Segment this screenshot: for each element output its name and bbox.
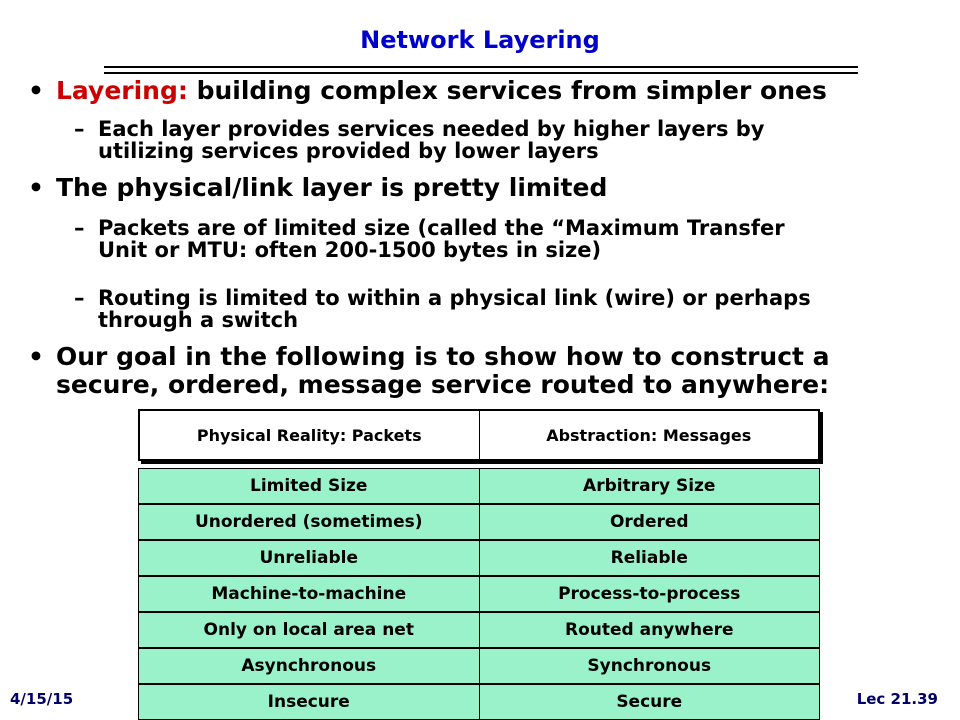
table-row xyxy=(139,683,819,719)
footer-lecture-number: Lec 21.39 xyxy=(856,690,938,708)
sub-bullet-line: Packets are of limited size (called the “Maximum Transfer xyxy=(98,216,785,240)
bullet-dot: • xyxy=(28,342,44,371)
bullet-dot: • xyxy=(28,173,44,202)
bullet-highlight: Layering: xyxy=(56,76,188,105)
cell-physical: Asynchronous xyxy=(241,656,377,676)
header-abstraction: Abstraction: Messages xyxy=(479,411,819,459)
bullet-dot: • xyxy=(28,76,44,105)
sub-dash: – xyxy=(74,286,85,310)
comparison-table xyxy=(138,409,820,720)
bullet-text xyxy=(56,77,827,105)
title-rule-top xyxy=(104,66,858,68)
cell-abstraction: Secure xyxy=(479,685,820,719)
cell-abstraction: Routed anywhere xyxy=(479,613,820,647)
bullet-text: The physical/link layer is pretty limited xyxy=(56,173,608,202)
table-body xyxy=(138,468,820,720)
footer-date: 4/15/15 xyxy=(10,690,74,708)
cell-abstraction: Ordered xyxy=(479,505,820,539)
bullet-line: Our goal in the following is to show how to construct a xyxy=(56,342,830,371)
cell-physical: Limited Size xyxy=(250,476,368,496)
sub-bullet-line: Each layer provides services needed by higher layers by xyxy=(98,117,765,141)
table-row xyxy=(139,647,819,683)
sub-bullet-text xyxy=(98,287,811,331)
table-header xyxy=(138,409,820,461)
sub-bullet-text xyxy=(98,217,785,261)
cell-physical: Machine-to-machine xyxy=(211,584,407,604)
cell-abstraction: Synchronous xyxy=(479,649,820,683)
table-row xyxy=(139,469,819,503)
sub-bullet-line: Routing is limited to within a physical link (wire) or perhaps xyxy=(98,286,811,310)
cell-abstraction: Process-to-process xyxy=(479,577,820,611)
slide-title: Network Layering xyxy=(360,26,600,54)
sub-bullet-line: utilizing services provided by lower layers xyxy=(98,139,599,163)
sub-bullet-line: Unit or MTU: often 200-1500 bytes in size) xyxy=(98,238,602,262)
table-row xyxy=(139,539,819,575)
cell-physical: Unordered (sometimes) xyxy=(194,512,423,532)
cell-physical: Unreliable xyxy=(259,548,358,568)
title-rule-bottom xyxy=(104,72,858,74)
table-row xyxy=(139,611,819,647)
bullet-line: secure, ordered, message service routed to anywhere: xyxy=(56,370,830,399)
cell-physical: Insecure xyxy=(267,692,350,712)
cell-abstraction: Arbitrary Size xyxy=(479,469,820,503)
cell-physical: Only on local area net xyxy=(203,620,414,640)
bullet-text-rest: building complex services from simpler ones xyxy=(187,76,827,105)
header-physical-reality: Physical Reality: Packets xyxy=(196,425,422,445)
cell-abstraction: Reliable xyxy=(479,541,820,575)
bullet-text xyxy=(56,343,830,399)
table-row xyxy=(139,575,819,611)
sub-dash: – xyxy=(74,117,85,141)
sub-dash: – xyxy=(74,216,85,240)
sub-bullet-line: through a switch xyxy=(98,308,299,332)
table-row xyxy=(139,503,819,539)
sub-bullet-text xyxy=(98,118,765,162)
